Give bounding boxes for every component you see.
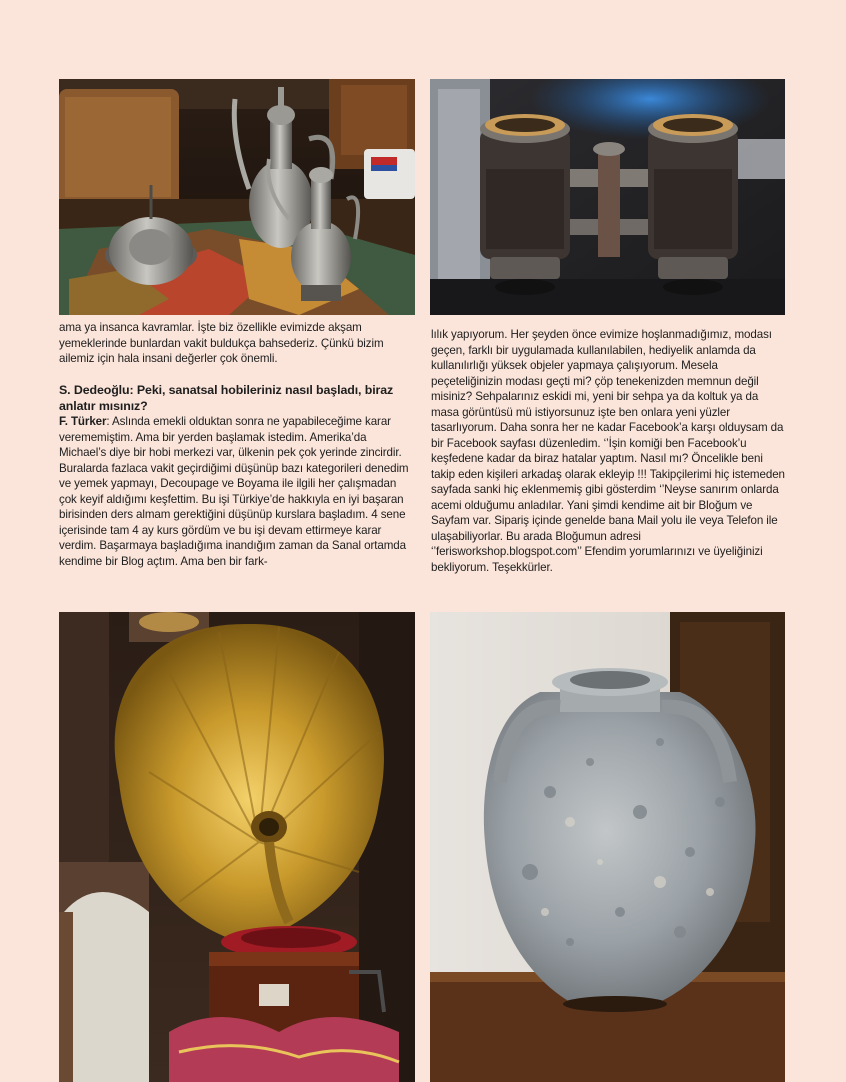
interview-answer [59,414,416,569]
answer-text: : Aslında emekli olduktan sonra ne yapabileceğime karar verememiştim. Ama bir yerden başlamak istedim. Amerika’da Michael’s diye bir hobi merkezi var, ülkenin pek çok yerinde zincirdir. Buralarda fazlaca vakit geçirdiğimi düşünüp bazı kategorileri denedim ve yemek yapmayı, Decoupage ve Boyama ile ilgili her çalışmadan çok keyif aldığımı keşfettim. Bu işi Türkiye’de hakkıyla en iyi başaran birisinden ders almam gerektiğini düşünüp kurslara başladım. 4 sene içerisinde tam 4 ay kurs gördüm ve bu işi devam ettirmeye karar verdim. Başarmaya başladığıma inandığım zaman da Sanal ortamda kendime bir Blog açtım. Ama ben bir fark- [59,415,409,568]
photo-binoculars [430,79,785,315]
right-text-column [431,327,786,575]
photo-amphora [430,612,785,1082]
photo-ewer-and-bowl [59,79,415,315]
right-paragraph: lılık yapıyorum. Her şeyden önce evimize hoşlanmadığımız, modası geçen, farklı bir uygulamada kullanılabilen, hediyelik anlamda da kullanılırlığı yüksek objeler yapmaya çalışıyorum. Mesela peçeteliğinizin modası geçti mi? çöp tenekenizden memnun değil misiniz? Sehpalarınız eskidi mi, yeni bir sehpa ya da koltuk ya da masa görüntüsü mü istiyorsunuz işte ben onlara yeni yüzler tasarlıyorum. Daha sonra her ne kadar Facebook’a karşı olduysam da bir Facebook sayfası düzenledim. ‘’İşin komiği ben Facebook’u keşfedene kadar da biraz hatalar yaptım. Nasıl mı? Öncelikle beni takip eden kişileri arkadaş olarak ekleyip !!! Takipçilerimi hiç istemeden sayfada sanki hiç eklenmemiş gibi gösterdim ‘’Neyse sanırım onlarda acemi olduğumu anladılar. Yani şimdi kendime ait bir Bloğum ve Sayfam var. Sipariş içinde genelde bana Mail yolu ile veya Telefon ile ulaşabiliyorlar. Bu arada Bloğumun adresi ‘’ferisworkshop.blogspot.com’’ Efendim yorumlarınızı ve üyeliğinizi bekliyorum. Teşekkürler. [431,328,785,574]
interview-question: S. Dedeoğlu: Peki, sanatsal hobileriniz nasıl başladı, biraz anlatır mısınız? [59,383,394,413]
answer-speaker: F. Türker [59,415,107,428]
left-text-column [59,320,416,569]
intro-paragraph: ama ya insanca kavramlar. İşte biz özellikle evimizde akşam yemeklerinde bunlardan vakit buldukça bahsederiz. Çünkü bizim ailemiz için hala insani değerler çok önemli. [59,321,384,365]
photo-gramophone [59,612,415,1082]
